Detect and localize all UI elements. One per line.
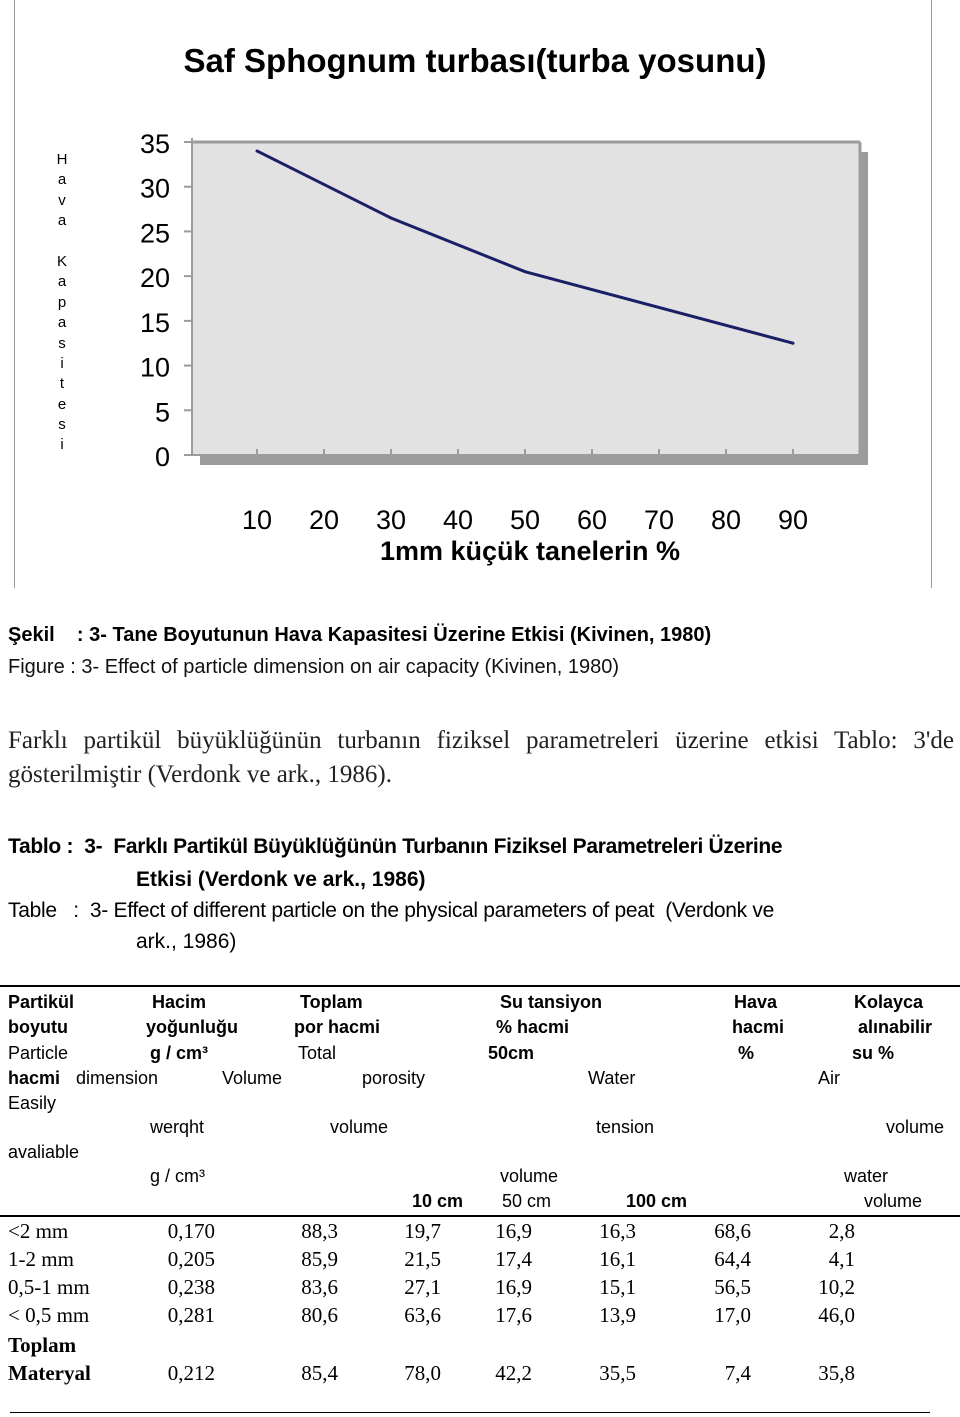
- header-cell: 50 cm: [502, 1191, 552, 1211]
- header-cell: Air: [818, 1068, 840, 1088]
- table-cell: 68,6: [714, 1219, 751, 1243]
- table-cell: 16,9: [495, 1219, 532, 1243]
- header-cell: Partikül: [8, 992, 75, 1012]
- table-cell: 35,5: [599, 1361, 636, 1385]
- x-tick-label: 20: [308, 505, 340, 535]
- table-cell: 78,0: [404, 1361, 441, 1385]
- x-tick-label: 40: [442, 505, 474, 535]
- y-tick-label: 15: [139, 307, 170, 338]
- x-tick-label: 50: [509, 505, 541, 535]
- table-cell: 63,6: [404, 1303, 441, 1327]
- table-caption-tr-line1: Tablo : 3- Farklı Partikül Büyüklüğünün Turbanın Fiziksel Parametreleri Üzerine: [8, 835, 783, 858]
- chart-title: Saf Sphognum turbası(turba yosunu): [183, 42, 767, 79]
- bottom-rule: [10, 1412, 930, 1413]
- data-point: [524, 270, 527, 273]
- y-tick-label: 35: [139, 129, 170, 159]
- y-axis-label-letter: a: [57, 171, 67, 189]
- figure-caption-tr: Şekil : 3- Tane Boyutunun Hava Kapasitesi Üzerine Etkisi (Kivinen, 1980): [8, 624, 712, 646]
- table-cell: 21,5: [404, 1247, 441, 1271]
- header-cell: volume: [864, 1191, 923, 1211]
- x-tick-label: 10: [241, 505, 273, 535]
- y-axis-label-letter: K: [56, 252, 67, 270]
- header-cell: g / cm³: [150, 1166, 206, 1186]
- table-cell: 16,1: [599, 1247, 636, 1271]
- header-cell: volume: [500, 1166, 559, 1186]
- table-cell: 0,205: [167, 1247, 215, 1271]
- table-cell: 83,6: [301, 1275, 338, 1299]
- table-cell: 0,170: [167, 1219, 215, 1243]
- header-cell: 100 cm: [626, 1191, 688, 1211]
- table-caption-tr-line2: Etkisi (Verdonk ve ark., 1986): [136, 868, 426, 891]
- x-tick-label: 70: [643, 505, 675, 535]
- table-cell: 46,0: [818, 1303, 855, 1327]
- header-cell: Toplam: [300, 992, 363, 1012]
- header-cell: 10 cm: [412, 1191, 464, 1211]
- header-cell: %: [738, 1043, 755, 1063]
- table-caption-en-line1: Table : 3- Effect of different particle on the physical parameters of peat (Verdonk ve: [8, 899, 774, 922]
- header-cell: su %: [852, 1043, 895, 1063]
- header-cell: hacmi: [8, 1068, 61, 1088]
- y-tick-label: 0: [154, 442, 170, 472]
- header-cell: dimension: [76, 1068, 159, 1088]
- x-tick-label: 60: [576, 505, 608, 535]
- table-cell: 0,281: [167, 1303, 215, 1327]
- y-tick-label: 10: [139, 352, 170, 383]
- y-axis-label-letter: H: [56, 151, 68, 168]
- table-cell: 88,3: [301, 1219, 338, 1243]
- y-axis-label-letter: p: [57, 293, 67, 311]
- table-cell: 16,9: [495, 1275, 532, 1299]
- row-label: 1-2 mm: [8, 1247, 74, 1271]
- y-axis-label-letter: a: [57, 212, 67, 230]
- header-cell: Total: [298, 1043, 337, 1063]
- table-cell: 35,8: [818, 1361, 855, 1385]
- table-top-rule: [0, 985, 960, 987]
- header-cell: Hava: [734, 992, 778, 1012]
- x-axis-label: 1mm küçük tanelerin %: [379, 536, 681, 566]
- header-cell: water: [844, 1166, 889, 1186]
- y-tick-label: 5: [154, 397, 170, 428]
- header-cell: Su tansiyon: [500, 992, 603, 1012]
- table-cell: 0,212: [167, 1361, 215, 1385]
- header-cell: werqht: [150, 1117, 205, 1137]
- header-cell: hacmi: [732, 1017, 785, 1037]
- table-cell: 64,4: [714, 1247, 751, 1271]
- y-axis-label-letter: a: [57, 273, 67, 291]
- table-cell: 4,1: [828, 1247, 855, 1271]
- header-cell: 50cm: [488, 1043, 535, 1063]
- y-axis-label-letter: i: [60, 436, 64, 454]
- figure-caption-en: Figure : 3- Effect of particle dimension on air capacity (Kivinen, 1980): [8, 656, 620, 678]
- y-tick-label: 20: [139, 263, 170, 294]
- table-cell: 2,8: [828, 1219, 855, 1243]
- header-cell: avaliable: [8, 1142, 80, 1162]
- y-axis-label-letter: s: [58, 334, 66, 352]
- plot-area: [192, 142, 860, 455]
- table-cell: 15,1: [599, 1275, 636, 1299]
- table-cell: 19,7: [404, 1219, 441, 1243]
- y-axis-label-letter: a: [57, 314, 67, 332]
- body-paragraph: Farklı partikül büyüklüğünün turbanın fiziksel parametreleri üzerine etkisi Tablo: 3'de gösterilmiştir (Verdonk ve ark., 1986).: [8, 727, 954, 788]
- table-cell: 10,2: [818, 1275, 855, 1299]
- y-axis-label-letter: s: [58, 416, 66, 434]
- total-row-label: Toplam: [8, 1333, 77, 1357]
- data-point: [792, 342, 795, 345]
- header-cell: volume: [330, 1117, 389, 1137]
- table-cell: 42,2: [495, 1361, 532, 1385]
- header-cell: yoğunluğu: [146, 1017, 238, 1037]
- x-tick-label: 30: [375, 505, 407, 535]
- header-cell: Easily: [8, 1093, 57, 1113]
- header-cell: alınabilir: [858, 1017, 933, 1037]
- line-chart: [0, 0, 960, 590]
- table-cell: 13,9: [599, 1303, 636, 1327]
- table-caption-en-line2: ark., 1986): [136, 930, 237, 953]
- row-label: 0,5-1 mm: [8, 1275, 90, 1299]
- header-cell: Volume: [222, 1068, 283, 1088]
- table-cell: 56,5: [714, 1275, 751, 1299]
- x-tick-label: 90: [777, 505, 809, 535]
- header-cell: Water: [588, 1068, 636, 1088]
- y-axis-label-letter: e: [57, 395, 67, 413]
- header-cell: % hacmi: [496, 1017, 570, 1037]
- header-cell: Hacim: [152, 992, 207, 1012]
- x-tick-label: 80: [710, 505, 742, 535]
- total-row-label: Materyal: [8, 1361, 91, 1385]
- table-cell: 17,4: [495, 1247, 532, 1271]
- y-axis-label-letter: i: [60, 354, 64, 372]
- table-cell: 80,6: [301, 1303, 338, 1327]
- header-cell: tension: [596, 1117, 655, 1137]
- table-cell: 16,3: [599, 1219, 636, 1243]
- row-label: < 0,5 mm: [8, 1303, 90, 1327]
- header-cell: Kolayca: [854, 992, 924, 1012]
- header-cell: g / cm³: [150, 1043, 209, 1063]
- y-axis-label-letter: v: [58, 191, 66, 209]
- table-cell: 85,9: [301, 1247, 338, 1271]
- y-tick-label: 30: [139, 173, 170, 204]
- table-cell: 85,4: [301, 1361, 338, 1385]
- table-header-rule: [0, 1215, 960, 1217]
- table-cell: 7,4: [724, 1361, 751, 1385]
- data-point: [256, 149, 259, 152]
- table-cell: 27,1: [404, 1275, 441, 1299]
- header-cell: porosity: [362, 1068, 426, 1088]
- table-cell: 0,238: [167, 1275, 215, 1299]
- table-cell: 17,0: [714, 1303, 751, 1327]
- header-cell: boyutu: [8, 1017, 68, 1037]
- data-point: [390, 217, 393, 220]
- y-axis-label-letter: t: [59, 375, 65, 393]
- row-label: <2 mm: [8, 1219, 69, 1243]
- table-cell: 17,6: [495, 1303, 532, 1327]
- y-tick-label: 25: [139, 218, 170, 249]
- header-cell: volume: [886, 1117, 945, 1137]
- header-cell: por hacmi: [294, 1017, 381, 1037]
- header-cell: Particle: [8, 1043, 69, 1063]
